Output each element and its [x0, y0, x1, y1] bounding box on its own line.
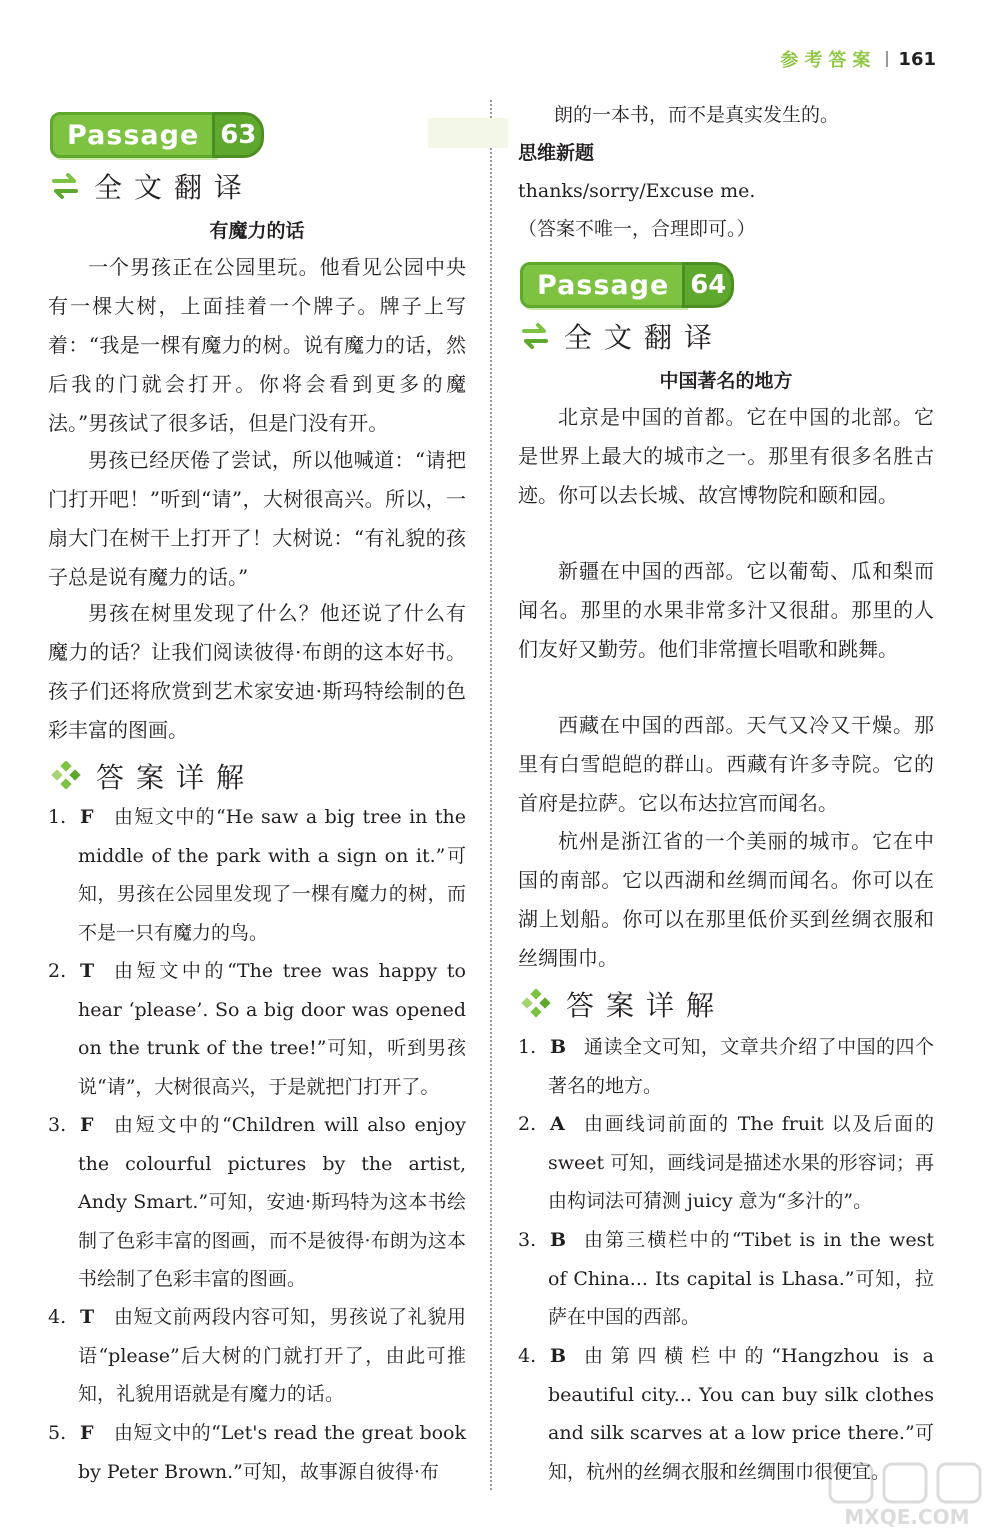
- passage-word: Passage: [520, 262, 686, 308]
- paragraph: 西藏在中国的西部。天气又冷又干燥。那里有白雪皑皑的群山。西藏有许多寺院。它的首府是拉萨。它以布达拉宫而闻名。: [518, 713, 934, 815]
- diamonds-icon: [520, 989, 552, 1019]
- page-number: 161: [898, 48, 936, 70]
- paragraph: 杭州是浙江省的一个美丽的城市。它在中国的南部。它以西湖和丝绸而闻名。你可以在湖上划船。你可以在那里低价买到丝绸衣服和丝绸围巾。: [518, 829, 934, 970]
- paragraph: 男孩已经厌倦了尝试，所以他喊道：“请把门打开吧！”听到“请”，大树很高兴。所以，一扇大门在树干上打开了！大树说：“有礼貌的孩子总是说有魔力的话。”: [48, 448, 466, 589]
- answer-text: 由第三横栏中的“Tibet is in the west of China... Its capital is Lhasa.”可知，拉萨在中国的西部。: [548, 1229, 934, 1328]
- section-answers-64: [520, 984, 726, 1024]
- answer-number: 5.: [48, 1422, 67, 1444]
- answer-key: B: [550, 1036, 567, 1058]
- answer-item: [518, 1221, 934, 1337]
- answer-key: T: [80, 960, 95, 982]
- swap-arrows-icon: [520, 322, 550, 350]
- answer-text: 由画线词前面的 The fruit 以及后面的 sweet 可知，画线词是描述水果的形容词；再由构词法可猜测 juicy 意为“多汁的”。: [548, 1113, 934, 1212]
- answer-item: [48, 1414, 466, 1491]
- paragraph: 北京是中国的首都。它在中国的北部。它是世界上最大的城市之一。那里有很多名胜古迹。你可以去长城、故宫博物院和颐和园。: [518, 405, 934, 507]
- paragraph: 男孩在树里发现了什么？他还说了什么有魔力的话？让我们阅读彼得·布朗的这本好书。孩子们还将欣赏到艺术家安迪·斯玛特绘制的色彩丰富的图画。: [48, 601, 466, 742]
- answer-key: F: [80, 1114, 94, 1136]
- answer-item: [48, 1106, 466, 1299]
- diamonds-icon: [50, 761, 82, 791]
- answer-number: 1.: [518, 1036, 537, 1058]
- answer-item: [518, 1105, 934, 1221]
- answer-key: F: [80, 1422, 94, 1444]
- section-title: 答案详解: [566, 989, 727, 1022]
- answer-key: T: [80, 1306, 95, 1328]
- passage-number: 64: [682, 262, 734, 308]
- section-title: 全文翻译: [94, 171, 255, 204]
- answer-number: 1.: [48, 806, 67, 828]
- section-answers-63: [50, 756, 256, 796]
- answer-number: 3.: [518, 1229, 537, 1251]
- swap-arrows-icon: [50, 172, 80, 200]
- section-translation-63: [50, 166, 254, 206]
- answer-item: [48, 798, 466, 952]
- decorative-blot: [428, 118, 508, 148]
- answer-text: 由短文中的“Let's read the great book by Peter Brown.”可知，故事源自彼得·布: [78, 1422, 466, 1483]
- passage-word: Passage: [50, 112, 216, 158]
- answer-text: 由短文前两段内容可知，男孩说了礼貌用语“please”后大树的门就打开了，由此可推知，礼貌用语就是有魔力的话。: [78, 1306, 466, 1405]
- answer-text: 由短文中的“He saw a big tree in the middle of the park with a sign on it.”可知，男孩在公园里发现了一棵有魔力的树，而不是一只有魔力的鸟。: [78, 806, 466, 944]
- paragraph: 一个男孩正在公园里玩。他看见公园中央有一棵大树，上面挂着一个牌子。牌子上写着：“我是一棵有魔力的树。说有魔力的话，然后我的门就会打开。你将会看到更多的魔法。”男孩试了很多话，但是门没有开。: [48, 255, 466, 435]
- watermark-logo: [822, 1460, 992, 1530]
- think-heading: 思维新题: [518, 142, 595, 164]
- answer-number: 2.: [518, 1113, 537, 1135]
- answer-text: 由短文中的“The tree was happy to hear ‘please’. So a big door was opened on the trunk of the tree!”可知，听到男孩说“请”，大树很高兴，于是就把门打开了。: [78, 960, 466, 1098]
- answer-text: 由短文中的“Children will also enjoy the colourful pictures by the artist, Andy Smart.”可知，安迪·斯玛特为这本书绘制了色彩丰富的图画，而不是彼得·布朗为这本书绘制了色彩丰富的图画。: [78, 1114, 466, 1290]
- continued-text: 朗的一本书，而不是真实发生的。: [554, 104, 840, 126]
- column-divider: [490, 100, 492, 1490]
- page-header: [780, 44, 936, 74]
- header-label: 参考答案: [780, 50, 877, 71]
- think-answer: thanks/sorry/Excuse me.: [518, 180, 756, 202]
- answer-number: 4.: [48, 1306, 67, 1328]
- answer-key: A: [550, 1113, 565, 1135]
- section-title: 答案详解: [96, 761, 257, 794]
- answer-key: B: [550, 1345, 567, 1367]
- watermark-text: MXQE.COM: [844, 1505, 970, 1529]
- answer-text: 通读全文可知，文章共介绍了中国的四个著名的地方。: [548, 1036, 934, 1097]
- passage-63-badge: [50, 112, 264, 158]
- answer-number: 2.: [48, 960, 67, 982]
- answer-item: [518, 1028, 934, 1105]
- paragraph: 新疆在中国的西部。它以葡萄、瓜和梨而闻名。那里的水果非常多汁又很甜。那里的人们友好又勤劳。他们非常擅长唱歌和跳舞。: [518, 559, 934, 661]
- header-divider: [886, 51, 888, 67]
- section-title: 全文翻译: [564, 321, 725, 354]
- answer-item: [48, 952, 466, 1106]
- section-translation-64: [520, 316, 724, 356]
- answer-item: [48, 1298, 466, 1414]
- passage-title: 有魔力的话: [209, 220, 305, 242]
- answer-key: B: [550, 1229, 567, 1251]
- think-note: （答案不唯一，合理即可。）: [518, 218, 756, 240]
- passage-64-badge: [520, 262, 734, 308]
- answer-number: 3.: [48, 1114, 67, 1136]
- answer-number: 4.: [518, 1345, 537, 1367]
- passage-title: 中国著名的地方: [659, 370, 793, 392]
- passage-number: 63: [212, 112, 264, 158]
- answer-key: F: [80, 806, 94, 828]
- answer-text: 由第四横栏中的“Hangzhou is a beautiful city... You can buy silk clothes and silk scarves at a low price there.”可知，杭州的丝绸衣服和丝绸围巾很便宜。: [548, 1345, 934, 1483]
